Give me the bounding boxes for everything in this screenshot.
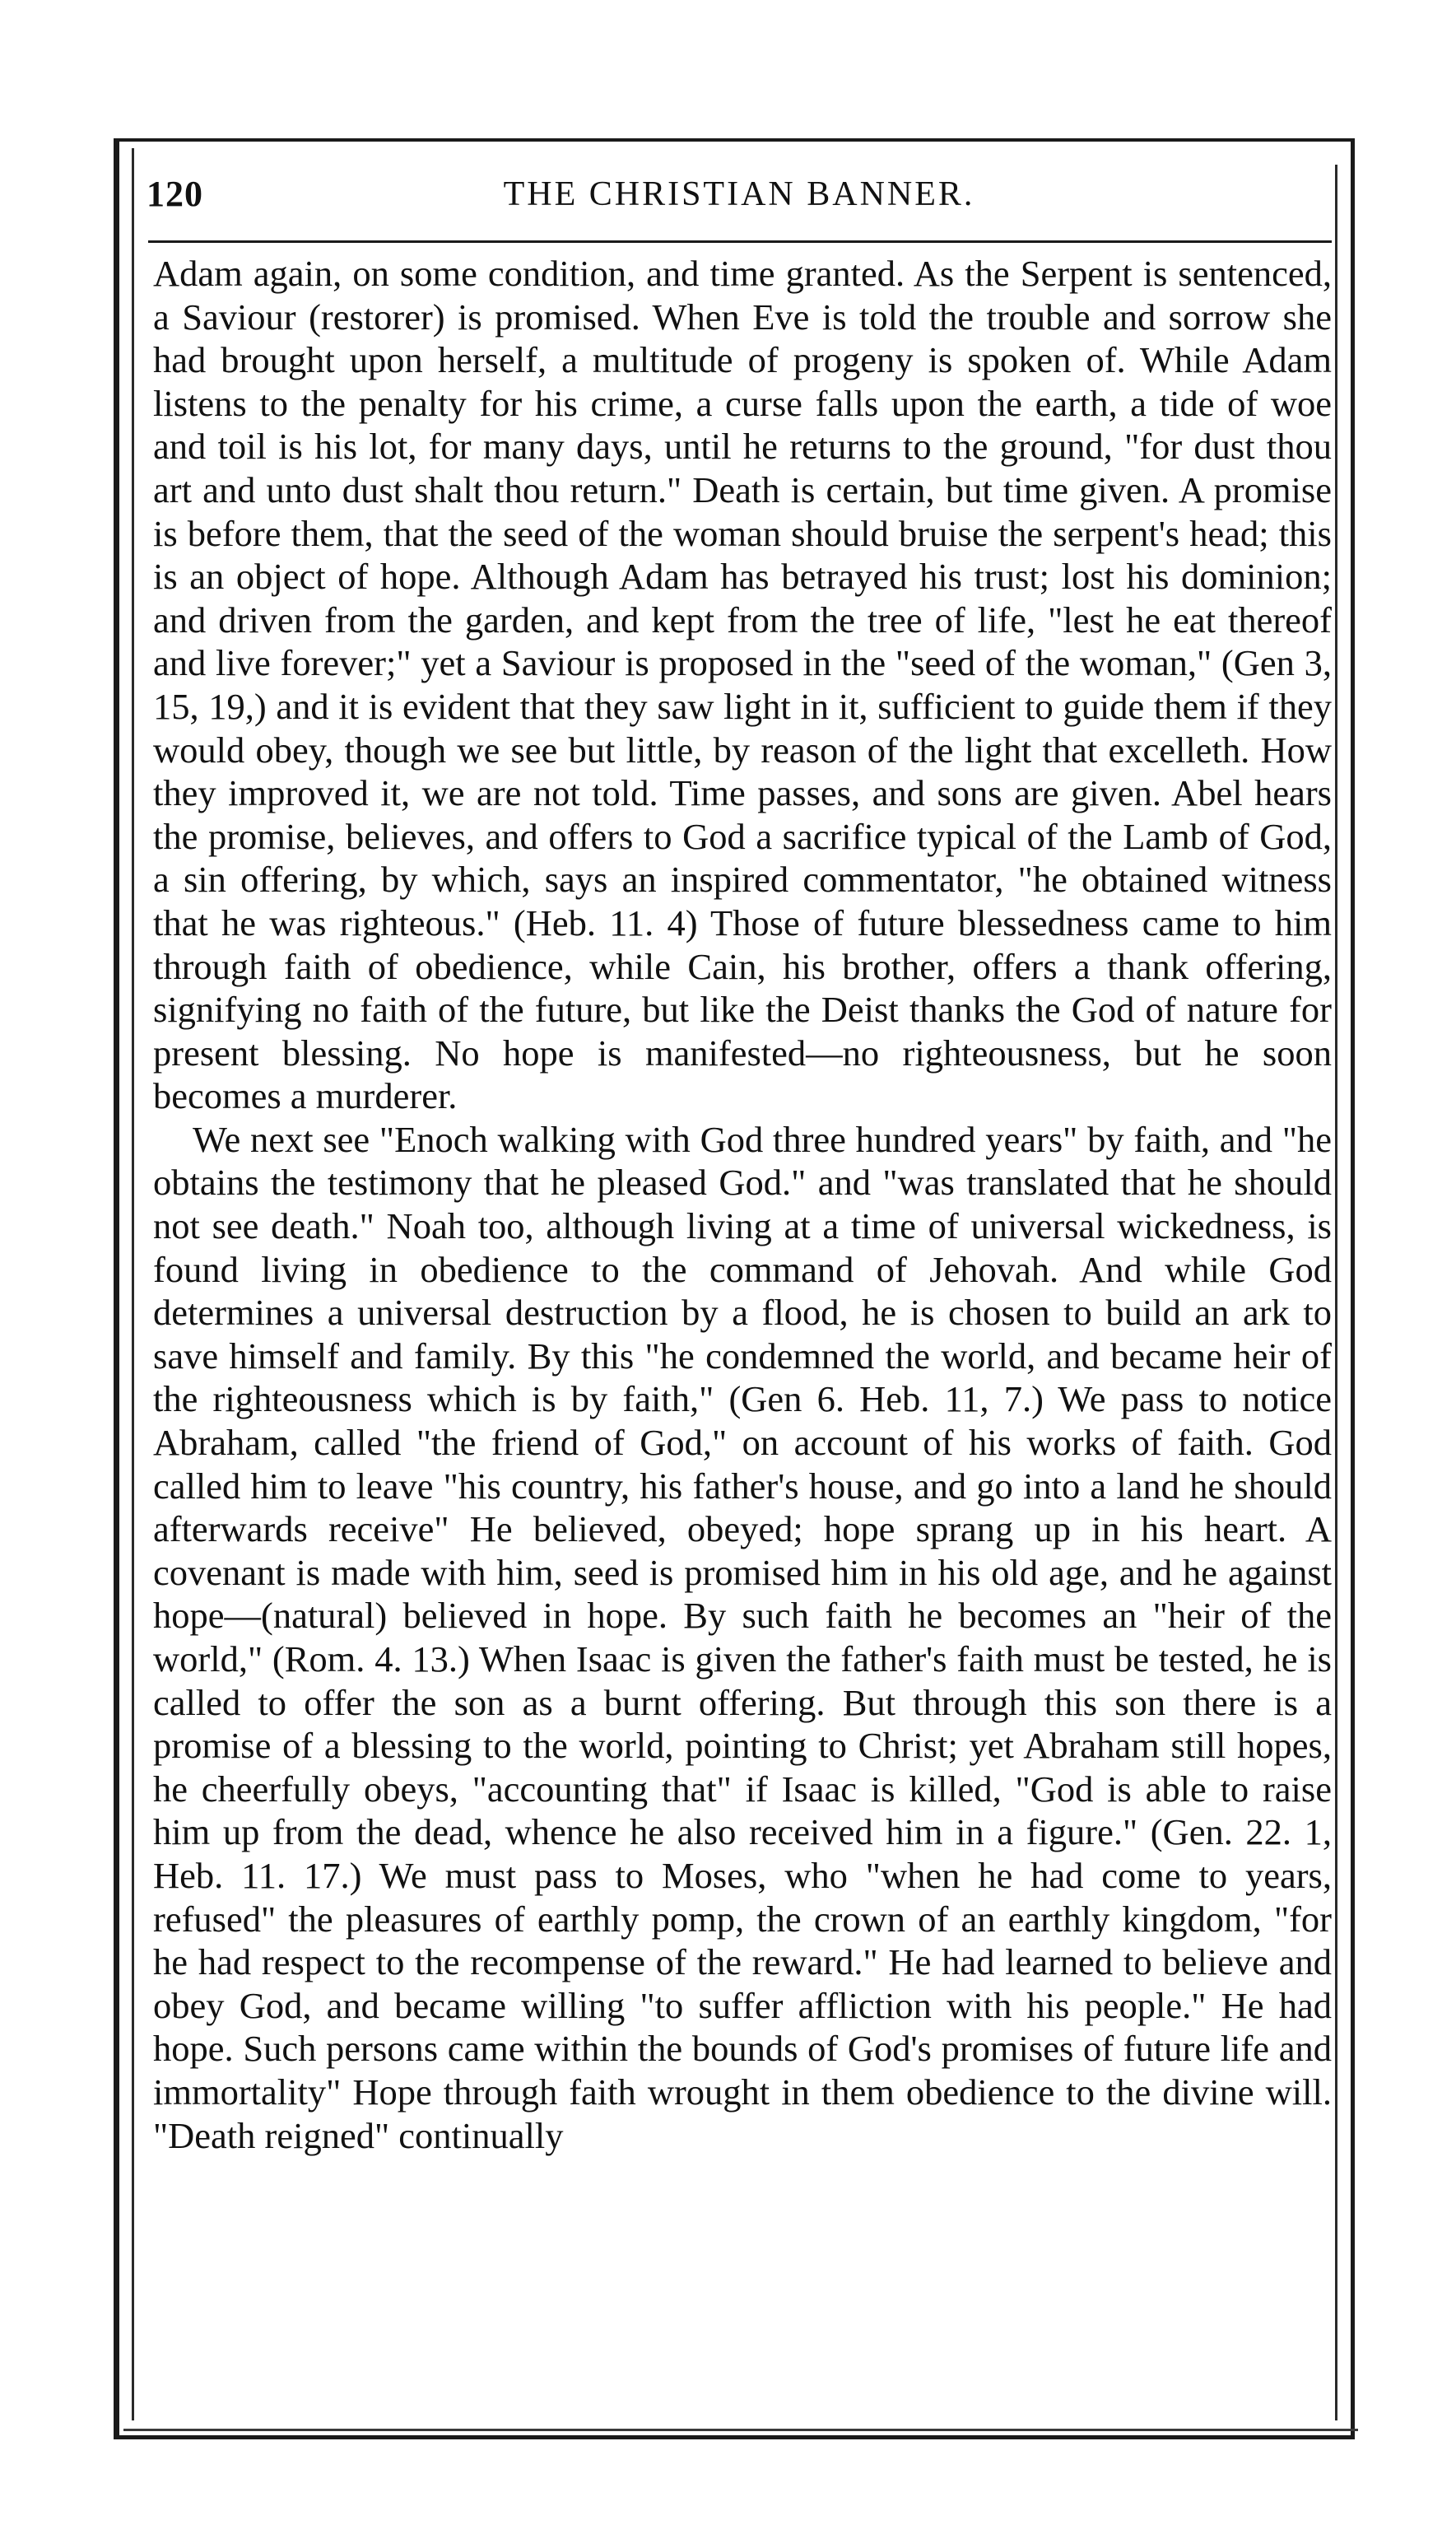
inner-border-right: [1335, 165, 1337, 2420]
page-number: 120: [147, 174, 203, 214]
inner-border-left: [132, 148, 134, 2420]
paragraph-1: Adam again, on some condition, and time granted. As the Serpent is sentenced, a Saviour (restorer) is promised. When Eve is told the trouble and sorrow she had brought upon herself, a multitude of progeny is spoken of. While Adam listens to the penalty for his crime, a curse falls upon the earth, a tide of woe and toil is his lot, for many days, until he returns to the ground, "for dust thou art and unto dust shalt thou return." Death is certain, but time given. A promise is before them, that the seed of the woman should bruise the serpent's head; this is an object of hope. Although Adam has betrayed his trust; lost his dominion; and driven from the garden, and kept from the tree of life, "lest he eat thereof and live forever;" yet a Saviour is proposed in the "seed of the woman," (Gen 3, 15, 19,) and it is evident that they saw light in it, sufficient to guide them if they would obey, though we see but little, by reason of the light that excelleth. How they improved it, we are not told. Time passes, and sons are given. Abel hears the promise, believes, and offers to God a sacrifice typical of the Lamb of God, a sin offering, by which, says an inspired commentator, "he obtained witness that he was righteous." (Heb. 11. 4) Those of future blessedness came to him through faith of obedience, while Cain, his brother, offers a thank offering, signifying no faith of the future, but like the Deist thanks the God of nature for present blessing. No hope is manifested—no righteousness, but he soon becomes a murderer.: [153, 253, 1332, 1117]
header-divider: [148, 240, 1332, 243]
paragraph-2: We next see "Enoch walking with God three hundred years" by faith, and "he obtains the testimony that he pleased God." and "was translated that he should not see death." Noah too, although living at a time of universal wickedness, is found living in obedience to the command of Jehovah. And while God determines a universal destruction by a flood, he is chosen to build an ark to save himself and family. By this "he condemned the world, and became heir of the righteousness which is by faith," (Gen 6. Heb. 11, 7.) We pass to notice Abraham, called "the friend of God," on account of his works of faith. God called him to leave "his country, his father's house, and go into a land he should afterwards receive" He believed, obeyed; hope sprang up in his heart. A covenant is made with him, seed is promised him in his old age, and he against hope—(natural) believed in hope. By such faith he becomes an "heir of the world," (Rom. 4. 13.) When Isaac is given the father's faith must be tested, he is called to offer the son as a burnt offering. But through this son there is a promise of a blessing to the world, pointing to Christ; yet Abraham still hopes, he cheerfully obeys, "accounting that" if Isaac is killed, "God is able to raise him up from the dead, whence he also received him in a figure." (Gen. 22. 1, Heb. 11. 17.) We must pass to Moses, who "when he had come to years, refused" the pleasures of earthly pomp, the crown of an earthly kingdom, "for he had respect to the recompense of the reward." He had learned to believe and obey God, and became willing "to suffer affliction with his people." He had hope. Such persons came within the bounds of God's promises of future life and immortality" Hope through faith wrought in them obedience to the divine will. "Death reigned" continually: [153, 1118, 1332, 2156]
running-title: THE CHRISTIAN BANNER.: [503, 175, 975, 213]
page-header: [147, 173, 1332, 222]
article-body: [153, 252, 1332, 2157]
bottom-border: [123, 2429, 1358, 2431]
